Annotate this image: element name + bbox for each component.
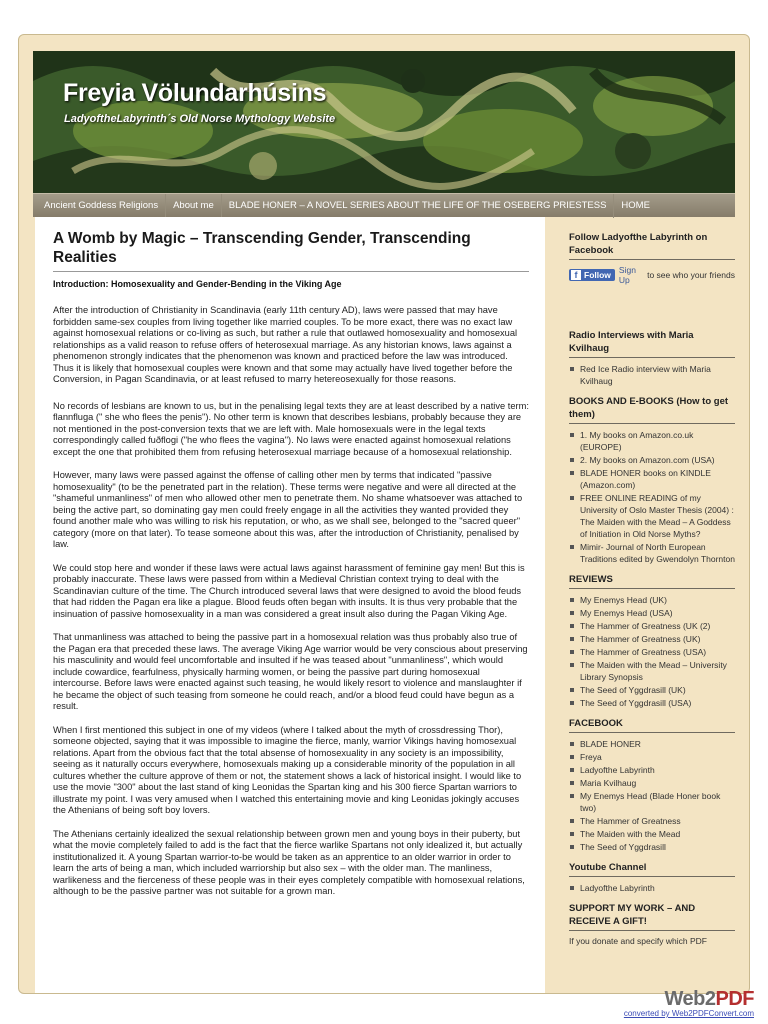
nav-item-ancient-goddess-religions[interactable]: Ancient Goddess Religions bbox=[37, 194, 166, 218]
post-subtitle: Introduction: Homosexuality and Gender-Bending in the Viking Age bbox=[53, 279, 342, 289]
sidebar-link[interactable]: The Seed of Yggdrasill bbox=[569, 841, 735, 853]
facebook-signup-text: to see who your friends bbox=[647, 270, 735, 280]
widget-title: REVIEWS bbox=[569, 573, 735, 589]
sidebar-link[interactable]: BLADE HONER books on KINDLE (Amazon.com) bbox=[569, 467, 735, 491]
sidebar-link[interactable]: BLADE HONER bbox=[569, 738, 735, 750]
sidebar-link[interactable]: My Enemys Head (Blade Honer book two) bbox=[569, 790, 735, 814]
sidebar-link[interactable]: The Seed of Yggdrasill (UK) bbox=[569, 684, 735, 696]
nav-item-home[interactable]: HOME bbox=[621, 200, 650, 211]
sidebar-link[interactable]: Maria Kvilhaug bbox=[569, 777, 735, 789]
web2pdf-logo-end: PDF bbox=[715, 988, 754, 1010]
sidebar-link[interactable]: The Maiden with the Mead bbox=[569, 828, 735, 840]
widget-title: FACEBOOK bbox=[569, 717, 735, 733]
facebook-follow-row bbox=[569, 265, 735, 285]
site-tagline: LadyoftheLabyrinth´s Old Norse Mythology Website bbox=[64, 113, 336, 125]
sidebar-link[interactable]: My Enemys Head (USA) bbox=[569, 607, 735, 619]
widget-spacer bbox=[569, 293, 735, 329]
widget-title: SUPPORT MY WORK – AND RECEIVE A GIFT! bbox=[569, 902, 735, 931]
post-paragraph: No records of lesbians are known to us, but in the penalising legal texts they are at least described by a native term: flannfluga (" she who flees the penis"). No other term is known that describes lesbians, probably because they are not mentioned in the post-conversion texts that we are left with. Male homosexuals were in the legal texts correspondingly called fuðflogi ("he who flees the vagina"). No laws were enacted against homosexual relations except the one that prohibited them from refusing heterosexual marriage because of a homosexual relationship. bbox=[53, 400, 529, 457]
post-title: A Womb by Magic – Transcending Gender, Transcending Realities bbox=[53, 229, 529, 272]
sidebar-link[interactable]: Ladyofthe Labyrinth bbox=[569, 764, 735, 776]
widget-reviews bbox=[569, 573, 735, 709]
widget-radio-interviews bbox=[569, 329, 735, 387]
post-paragraph: That unmanliness was attached to being the passive part in a homosexual relation was thus probably also true of the Pagan era that preceded these laws. The average Viking Age warrior would be very conscious about preserving his masculinity and would feel uncomfortable and insulted if he was teased about "unmanliness", which would include cowardice, fearfulness, physically harming women, or being the passive part during homosexual intercourse. Before laws were enacted against such teasing, he would likely resort to violence and manslaughter if he became the object of such teasing from someone he could reach, and/or a blood feud could have begun as a result. bbox=[53, 632, 528, 711]
widget-support bbox=[569, 902, 735, 946]
post-paragraph: However, many laws were passed against the offense of calling other men by terms that indicated "passive homosexuality" (to be the penetrated part in the relation). These terms were negative and were all directed at the "shameful unmanliness" of men who allowed other men to penetrate them. No shame whatsoever was attached to being the active part, so dominating gay men could freely engage in all the activities they wanted provided they found another male who was willing to risk his reputation, or who, as we shall see, belonged to the "sacred queer" category (more on that later). To tease someone about this was, after the introduction of Christianity, penalised by law. bbox=[53, 470, 523, 549]
main-content bbox=[35, 217, 545, 994]
sidebar-link[interactable]: My Enemys Head (UK) bbox=[569, 594, 735, 606]
sidebar-link[interactable]: Mimir- Journal of North European Traditions edited by Gwendolyn Thornton bbox=[569, 541, 735, 565]
sidebar-link[interactable]: The Hammer of Greatness (UK (2) bbox=[569, 620, 735, 632]
facebook-signup-link[interactable]: Sign Up bbox=[618, 265, 636, 285]
web2pdf-watermark[interactable] bbox=[624, 988, 754, 1018]
site-header bbox=[33, 51, 735, 193]
widget-follow-facebook bbox=[569, 231, 735, 285]
sidebar-link[interactable]: Red Ice Radio interview with Maria Kvilhaug bbox=[569, 363, 735, 387]
nav-item-about-me[interactable]: About me bbox=[166, 194, 222, 218]
web2pdf-logo bbox=[624, 988, 754, 1011]
sidebar-link[interactable]: The Hammer of Greatness bbox=[569, 815, 735, 827]
sidebar bbox=[569, 231, 735, 994]
widget-facebook bbox=[569, 717, 735, 853]
page-frame bbox=[18, 34, 750, 994]
main-navigation bbox=[33, 193, 735, 217]
sidebar-link[interactable]: Ladyofthe Labyrinth bbox=[569, 882, 735, 894]
widget-title: BOOKS AND E-BOOKS (How to get them) bbox=[569, 395, 735, 424]
web2pdf-logo-main: Web2 bbox=[664, 988, 716, 1010]
sidebar-link[interactable]: FREE ONLINE READING of my University of Oslo Master Thesis (2004) : The Maiden with the Mead – A Goddess of Initiation in Old Norse Myths? bbox=[569, 492, 735, 540]
widget-title: Follow Ladyofthe Labyrinth on Facebook bbox=[569, 231, 735, 260]
sidebar-link[interactable]: 1. My books on Amazon.co.uk (EUROPE) bbox=[569, 429, 735, 453]
widget-youtube bbox=[569, 861, 735, 894]
facebook-follow-button[interactable] bbox=[569, 269, 615, 281]
post-body bbox=[53, 305, 529, 898]
sidebar-link[interactable]: The Seed of Yggdrasill (USA) bbox=[569, 697, 735, 709]
web2pdf-link[interactable]: converted by Web2PDFConvert.com bbox=[623, 1009, 754, 1018]
sidebar-link[interactable]: The Maiden with the Mead – University Library Synopsis bbox=[569, 659, 735, 683]
support-text: If you donate and specify which PDF bbox=[569, 936, 707, 946]
sidebar-link[interactable]: The Hammer of Greatness (USA) bbox=[569, 646, 735, 658]
facebook-icon: f bbox=[571, 270, 581, 280]
widget-books bbox=[569, 395, 735, 565]
sidebar-link[interactable]: The Hammer of Greatness (UK) bbox=[569, 633, 735, 645]
post-paragraph: The Athenians certainly idealized the sexual relationship between grown men and young boys in their puberty, but what the movie completely failed to add is the fact that the fierce warlike Spartans not only idealized it, but actually institutionalized it. A young Spartan warrior-to-be would be taken as an apprentice to an older warrior in order to learn the arts of being a man, which included warriorship but also sex – with the older man. The manliness, warlikeness and the fierceness of these people was in their eyes completely compatible with homosexual relations, although to be the passive partner was not suitable for a grown man. bbox=[53, 828, 525, 896]
sidebar-link[interactable]: Freya bbox=[569, 751, 735, 763]
facebook-follow-label: Follow bbox=[584, 270, 611, 280]
widget-title: Radio Interviews with Maria Kvilhaug bbox=[569, 329, 735, 358]
post-paragraph: After the introduction of Christianity in Scandinavia (early 11th century AD), laws were passed that may have forbidden same-sex couples from living together like married couples. To be more exact, there was no exact law against homosexual relations or co-living as such, but rather a rule that outlawed homosexuality and homosexual relationships as a valid reason to refuse offers of heterosexual marriage. As any historian knows, laws against a phenomenon strongly indicates that the phenomenon was known and practiced before the law was introduced. Thus it is likely that homosexual couples were known and that some may actually have lived together before the Conversion, in Pagan Scandinavia, or at least refused to marry hetereosexually for those reasons. bbox=[53, 305, 518, 384]
widget-title: Youtube Channel bbox=[569, 861, 735, 877]
post-paragraph: We could stop here and wonder if these laws were actual laws against harassment of feminine gay men! But this is probably inaccurate. These laws were passed from within a Medieval Christian context trying to deal with the Scandinavian culture of the time. The Church introduced several laws that were designed to avoid the blood feuds that had ridden the Pagan era like a plague. Blood feuds often began with insults. It is thus very probable that the insinuation of passive homosexuality in a man was considered a great insult also during the Pagan Viking Age. bbox=[53, 562, 525, 619]
site-title[interactable]: Freyia Völundarhúsins bbox=[63, 79, 327, 107]
nav-item-blade-honer[interactable]: BLADE HONER – A NOVEL SERIES ABOUT THE LIFE OF THE OSEBERG PRIESTESS bbox=[222, 194, 615, 218]
sidebar-link[interactable]: 2. My books on Amazon.com (USA) bbox=[569, 454, 735, 466]
post-paragraph: When I first mentioned this subject in one of my videos (where I talked about the myth of crossdressing Thor), someone objected, saying that it was impossible to imagine the fierce, manly, warrior Vikings having homosexual relations. Apart from the obvious fact that the total absense of homosexuality in any society is an impossibility, seeing as it naturally occurs everywhere, homosexuals making up a considerable minority of the population in all cultures whether the culture approve of them or not, the statement shows a lack of historical insight. I would like to use the movie "300" about the last stand of king Leonidas the Spartan king and his 300 fierce Spartan warriors to illustrate my point. I was very amused when I watched this entertaining movie and king Leonidas jokingly accuses the Athenians of being soft boy lovers. bbox=[53, 724, 522, 815]
